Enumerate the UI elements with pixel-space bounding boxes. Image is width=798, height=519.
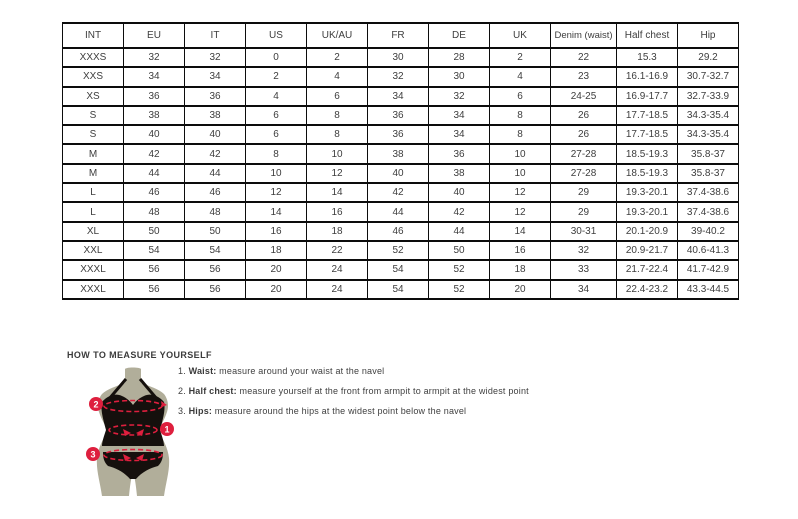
table-cell: XXS [63, 67, 124, 86]
table-cell: 32 [429, 87, 490, 106]
table-cell: 2 [490, 48, 551, 67]
table-cell: 32 [124, 48, 185, 67]
table-cell: 20 [246, 280, 307, 299]
table-cell: S [63, 125, 124, 144]
table-row [63, 280, 739, 299]
table-cell: 39-40.2 [678, 222, 739, 241]
column-header: INT [63, 23, 124, 48]
table-cell: 14 [307, 183, 368, 202]
table-cell: 16 [307, 202, 368, 221]
table-cell: L [63, 183, 124, 202]
table-cell: 24-25 [551, 87, 617, 106]
table-cell: 30.7-32.7 [678, 67, 739, 86]
table-cell: 48 [185, 202, 246, 221]
table-cell: 54 [368, 260, 429, 279]
table-cell: 42 [429, 202, 490, 221]
column-header: IT [185, 23, 246, 48]
table-row [63, 106, 739, 125]
table-cell: 56 [124, 280, 185, 299]
table-cell: 48 [124, 202, 185, 221]
table-row [63, 144, 739, 163]
table-cell: 41.7-42.9 [678, 260, 739, 279]
table-cell: 26 [551, 125, 617, 144]
table-cell: 8 [307, 106, 368, 125]
table-cell: 36 [429, 144, 490, 163]
table-cell: 34 [551, 280, 617, 299]
table-cell: 46 [185, 183, 246, 202]
column-header: UK [490, 23, 551, 48]
table-cell: 2 [307, 48, 368, 67]
table-cell: 30-31 [551, 222, 617, 241]
table-cell: 17.7-18.5 [617, 106, 678, 125]
table-cell: 38 [185, 106, 246, 125]
table-cell: 16.9-17.7 [617, 87, 678, 106]
table-cell: 16.1-16.9 [617, 67, 678, 86]
table-cell: 34 [124, 67, 185, 86]
table-cell: 37.4-38.6 [678, 202, 739, 221]
marker-chest-number: 2 [93, 399, 99, 410]
table-cell: 22 [307, 241, 368, 260]
table-cell: 34 [368, 87, 429, 106]
table-cell: 4 [307, 67, 368, 86]
table-cell: 10 [490, 144, 551, 163]
table-cell: 21.7-22.4 [617, 260, 678, 279]
table-cell: 10 [246, 164, 307, 183]
marker-hips-number: 3 [90, 449, 96, 460]
table-cell: 18.5-19.3 [617, 164, 678, 183]
table-row [63, 67, 739, 86]
table-cell: 22.4-23.2 [617, 280, 678, 299]
table-cell: 34.3-35.4 [678, 106, 739, 125]
table-cell: 43.3-44.5 [678, 280, 739, 299]
table-cell: 18 [307, 222, 368, 241]
table-cell: 37.4-38.6 [678, 183, 739, 202]
measure-instruction: 2. Half chest: measure yourself at the front from armpit to armpit at the widest point [178, 386, 529, 396]
table-cell: 12 [490, 183, 551, 202]
table-cell: 6 [246, 106, 307, 125]
table-cell: 8 [307, 125, 368, 144]
table-cell: 52 [429, 260, 490, 279]
table-cell: 32 [368, 67, 429, 86]
table-cell: 24 [307, 280, 368, 299]
table-cell: 54 [124, 241, 185, 260]
table-cell: 56 [185, 280, 246, 299]
table-cell: 34 [429, 125, 490, 144]
table-cell: M [63, 164, 124, 183]
marker-chest [89, 397, 103, 411]
marker-hips [86, 447, 100, 461]
table-cell: 42 [124, 144, 185, 163]
table-cell: 56 [124, 260, 185, 279]
column-header: Half chest [617, 23, 678, 48]
table-cell: 50 [124, 222, 185, 241]
table-cell: 36 [185, 87, 246, 106]
table-cell: 6 [246, 125, 307, 144]
table-cell: 44 [429, 222, 490, 241]
table-row [63, 87, 739, 106]
size-chart-body [63, 48, 739, 299]
table-cell: 54 [185, 241, 246, 260]
table-cell: 12 [490, 202, 551, 221]
table-cell: 10 [490, 164, 551, 183]
table-cell: 38 [429, 164, 490, 183]
table-cell: 27-28 [551, 164, 617, 183]
table-cell: 35.8-37 [678, 144, 739, 163]
table-cell: 18 [246, 241, 307, 260]
column-header: US [246, 23, 307, 48]
table-cell: 34 [429, 106, 490, 125]
table-cell: 20.9-21.7 [617, 241, 678, 260]
table-cell: 30 [368, 48, 429, 67]
table-cell: 38 [368, 144, 429, 163]
table-cell: 33 [551, 260, 617, 279]
table-cell: XXXL [63, 260, 124, 279]
column-header: DE [429, 23, 490, 48]
table-cell: 15.3 [617, 48, 678, 67]
size-chart-header-row [63, 23, 739, 48]
table-cell: 40.6-41.3 [678, 241, 739, 260]
table-row [63, 202, 739, 221]
table-row [63, 164, 739, 183]
table-cell: S [63, 106, 124, 125]
table-cell: 24 [307, 260, 368, 279]
table-cell: 12 [307, 164, 368, 183]
measure-instructions-list [178, 366, 598, 426]
table-cell: 18.5-19.3 [617, 144, 678, 163]
table-cell: XXXS [63, 48, 124, 67]
table-cell: 8 [490, 106, 551, 125]
table-cell: 17.7-18.5 [617, 125, 678, 144]
table-cell: 14 [490, 222, 551, 241]
column-header: FR [368, 23, 429, 48]
table-cell: 8 [246, 144, 307, 163]
table-cell: 54 [368, 280, 429, 299]
table-row [63, 260, 739, 279]
table-cell: 29 [551, 183, 617, 202]
table-cell: 8 [490, 125, 551, 144]
table-cell: XL [63, 222, 124, 241]
table-cell: 35.8-37 [678, 164, 739, 183]
table-cell: 16 [490, 241, 551, 260]
table-cell: 46 [368, 222, 429, 241]
table-cell: 44 [368, 202, 429, 221]
table-cell: 16 [246, 222, 307, 241]
table-cell: 36 [368, 106, 429, 125]
table-cell: 19.3-20.1 [617, 202, 678, 221]
table-cell: 56 [185, 260, 246, 279]
table-cell: 50 [429, 241, 490, 260]
table-cell: L [63, 202, 124, 221]
table-cell: 29.2 [678, 48, 739, 67]
table-cell: 42 [368, 183, 429, 202]
marker-waist [160, 422, 174, 436]
table-row [63, 222, 739, 241]
table-cell: 32.7-33.9 [678, 87, 739, 106]
table-cell: 42 [185, 144, 246, 163]
table-cell: 40 [429, 183, 490, 202]
column-header: Denim (waist) [551, 23, 617, 48]
table-cell: 19.3-20.1 [617, 183, 678, 202]
marker-waist-number: 1 [164, 424, 170, 435]
table-cell: XXXL [63, 280, 124, 299]
table-cell: 28 [429, 48, 490, 67]
table-cell: XXL [63, 241, 124, 260]
table-cell: 44 [124, 164, 185, 183]
column-header: UK/AU [307, 23, 368, 48]
table-row [63, 183, 739, 202]
table-cell: 46 [124, 183, 185, 202]
table-cell: 12 [246, 183, 307, 202]
table-cell: 34.3-35.4 [678, 125, 739, 144]
table-cell: 32 [185, 48, 246, 67]
table-cell: 18 [490, 260, 551, 279]
table-row [63, 48, 739, 67]
table-cell: 36 [368, 125, 429, 144]
table-cell: 6 [490, 87, 551, 106]
table-cell: 4 [490, 67, 551, 86]
table-cell: 32 [551, 241, 617, 260]
table-cell: 44 [185, 164, 246, 183]
measure-instruction: 3. Hips: measure around the hips at the widest point below the navel [178, 406, 467, 416]
table-cell: 52 [429, 280, 490, 299]
table-cell: 27-28 [551, 144, 617, 163]
measure-instruction: 1. Waist: measure around your waist at the navel [178, 366, 385, 376]
table-cell: M [63, 144, 124, 163]
table-cell: 10 [307, 144, 368, 163]
table-cell: 0 [246, 48, 307, 67]
table-cell: 20 [490, 280, 551, 299]
table-cell: 14 [246, 202, 307, 221]
table-cell: 34 [185, 67, 246, 86]
table-cell: 2 [246, 67, 307, 86]
table-cell: 38 [124, 106, 185, 125]
column-header: EU [124, 23, 185, 48]
table-cell: 23 [551, 67, 617, 86]
table-cell: 20 [246, 260, 307, 279]
table-cell: 52 [368, 241, 429, 260]
size-chart-table [62, 22, 739, 300]
table-cell: 20.1-20.9 [617, 222, 678, 241]
table-cell: XS [63, 87, 124, 106]
body-measurement-illustration [76, 366, 190, 500]
table-cell: 40 [124, 125, 185, 144]
table-row [63, 125, 739, 144]
table-cell: 4 [246, 87, 307, 106]
table-cell: 40 [368, 164, 429, 183]
table-cell: 26 [551, 106, 617, 125]
measure-section-heading: HOW TO MEASURE YOURSELF [67, 350, 212, 360]
table-cell: 36 [124, 87, 185, 106]
table-cell: 22 [551, 48, 617, 67]
table-cell: 6 [307, 87, 368, 106]
table-cell: 50 [185, 222, 246, 241]
table-cell: 40 [185, 125, 246, 144]
table-cell: 30 [429, 67, 490, 86]
table-row [63, 241, 739, 260]
column-header: Hip [678, 23, 739, 48]
table-cell: 29 [551, 202, 617, 221]
